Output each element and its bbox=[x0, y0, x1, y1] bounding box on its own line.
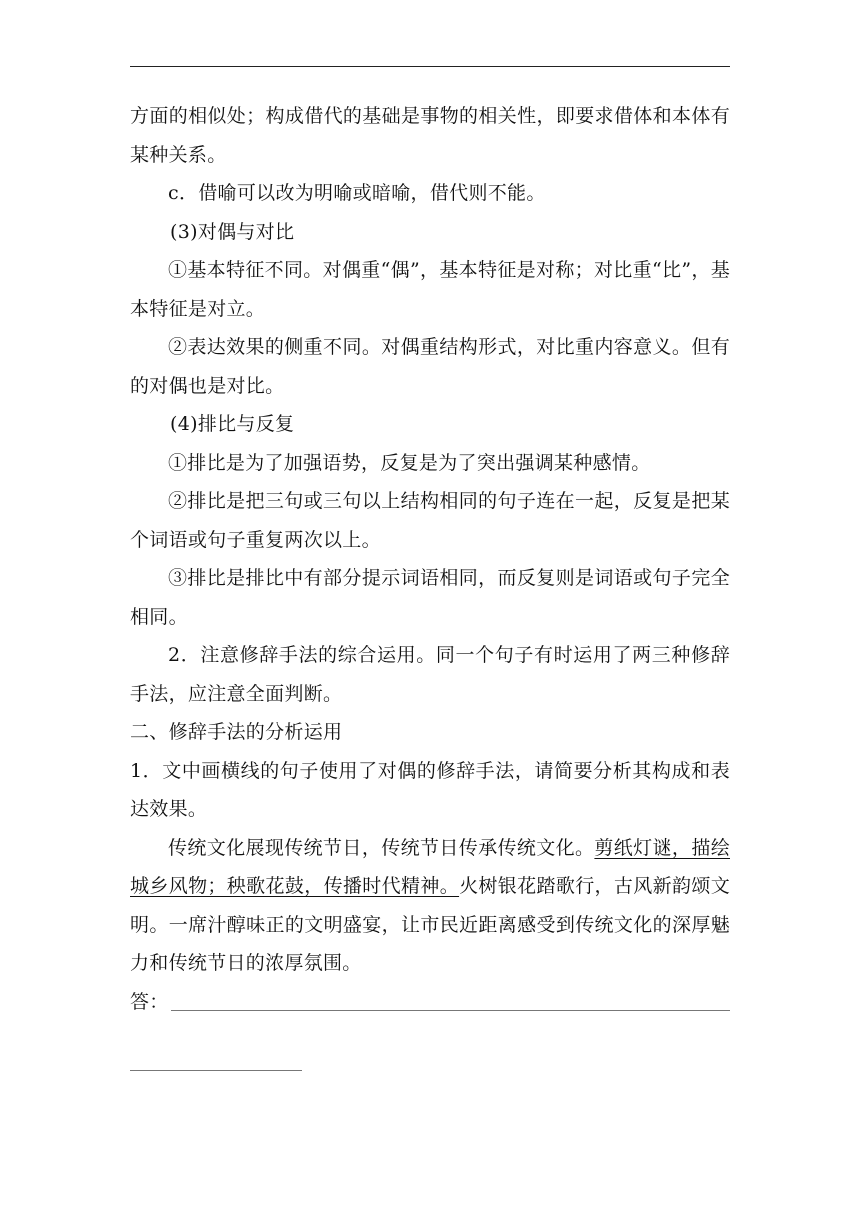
passage-after: 火树银花踏歌行，古风新韵颂文明。一席汁醇味正的文明盛宴，让市民近距离感受到传统文化的深厚魅力和传统节日的浓厚氛围。 bbox=[130, 875, 730, 974]
section-heading-4: (4)排比与反复 bbox=[170, 413, 295, 435]
text-line-1: 方面的相似处；构成借代的基础是事物的相关性，即要求借体和本体有某种关系。 bbox=[130, 105, 730, 166]
text-line-5: ②表达效果的侧重不同。对偶重结构形式，对比重内容意义。但有的对偶也是对比。 bbox=[130, 336, 730, 397]
answer-blank-line-2[interactable] bbox=[130, 1070, 302, 1071]
document-body bbox=[130, 97, 730, 1021]
section-heading-3: (3)对偶与对比 bbox=[170, 220, 295, 243]
passage-underlined: 剪纸灯谜，描绘城乡风物；秧歌花鼓，传播时代精神。 bbox=[130, 836, 730, 897]
passage-before: 传统文化展现传统节日，传统节日传承传统文化。 bbox=[168, 836, 595, 859]
answer-blank-line[interactable] bbox=[171, 984, 730, 1011]
text-line-7: ①排比是为了加强语势，反复是为了突出强调某种感情。 bbox=[168, 451, 651, 474]
section-title: 二、修辞手法的分析运用 bbox=[130, 721, 343, 743]
passage bbox=[130, 829, 730, 983]
header-rule bbox=[130, 66, 730, 67]
text-line-8: ②排比是把三句或三句以上结构相同的句子连在一起，反复是把某个词语或句子重复两次以上。 bbox=[130, 490, 730, 551]
text-line-4: ①基本特征不同。对偶重“偶”，基本特征是对称；对比重“比”，基本特征是对立。 bbox=[130, 259, 730, 320]
text-line-10: 2．注意修辞手法的综合运用。同一个句子有时运用了两三种修辞手法，应注意全面判断。 bbox=[130, 644, 730, 705]
text-line-9: ③排比是排比中有部分提示词语相同，而反复则是词语或句子完全相同。 bbox=[130, 567, 730, 628]
question-text: 1．文中画横线的句子使用了对偶的修辞手法，请简要分析其构成和表达效果。 bbox=[130, 759, 730, 820]
answer-row bbox=[130, 983, 730, 1022]
answer-label: 答： bbox=[130, 990, 169, 1013]
text-line-2: c．借喻可以改为明喻或暗喻，借代则不能。 bbox=[168, 182, 546, 204]
